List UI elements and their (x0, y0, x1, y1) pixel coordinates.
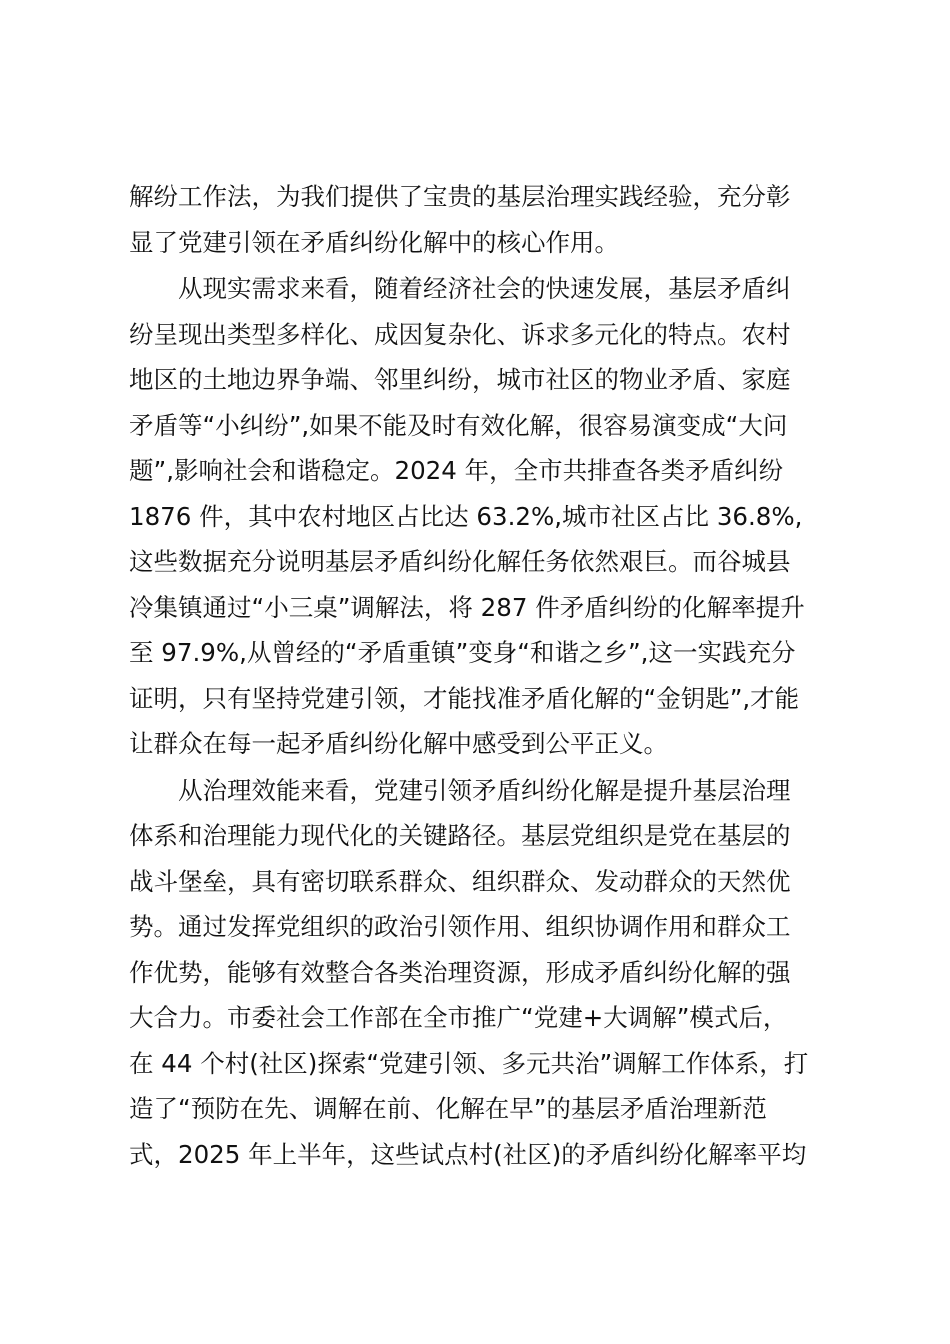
paragraph-start-line: 从治理效能来看，党建引领矛盾纠纷化解是提升基层治理 (178, 775, 791, 805)
paragraph-start-line: 从现实需求来看，随着经济社会的快速发展，基层矛盾纠 (178, 274, 791, 303)
text-line: 这些数据充分说明基层矛盾纠纷化解任务依然艰巨。而谷城县 (129, 547, 791, 576)
text-line: 作优势，能够有效整合各类治理资源，形成矛盾纠纷化解的强 (129, 957, 791, 987)
text-line: 显了党建引领在矛盾纠纷化解中的核心作用。 (129, 227, 619, 257)
text-line: 势。通过发挥党组织的政治引领作用、组织协调作用和群众工 (129, 912, 791, 941)
text-line: 解纷工作法，为我们提供了宝贵的基层治理实践经验，充分彰 (129, 182, 791, 211)
text-line: 至 97.9%,从曾经的“矛盾重镇”变身“和谐之乡”,这一实践充分 (129, 638, 796, 667)
text-line: 体系和治理能力现代化的关键路径。基层党组织是党在基层的 (129, 821, 791, 850)
text-line: 造了“预防在先、调解在前、化解在早”的基层矛盾治理新范 (129, 1094, 767, 1123)
text-line: 让群众在每一起矛盾纠纷化解中感受到公平正义。 (129, 729, 668, 758)
text-line: 1876 件，其中农村地区占比达 63.2%,城市社区占比 36.8%, (129, 501, 803, 531)
text-line: 战斗堡垒，具有密切联系群众、组织群众、发动群众的天然优 (129, 866, 791, 896)
text-line: 式，2025 年上半年，这些试点村(社区)的矛盾纠纷化解率平均 (129, 1139, 807, 1169)
text-line: 大合力。市委社会工作部在全市推广“党建+大调解”模式后， (129, 1003, 788, 1032)
text-line: 矛盾等“小纠纷”,如果不能及时有效化解，很容易演变成“大问 (129, 410, 788, 440)
text-line: 冷集镇通过“小三桌”调解法，将 287 件矛盾纠纷的化解率提升 (129, 592, 805, 622)
text-line: 纷呈现出类型多样化、成因复杂化、诉求多元化的特点。农村 (129, 319, 791, 349)
body-text (129, 174, 829, 1177)
text-line: 地区的土地边界争端、邻里纠纷，城市社区的物业矛盾、家庭 (129, 365, 791, 394)
text-line: 证明，只有坚持党建引领，才能找准矛盾化解的“金钥匙”,才能 (129, 683, 800, 713)
text-line: 题”,影响社会和谐稳定。2024 年，全市共排查各类矛盾纠纷 (129, 456, 784, 485)
text-line: 在 44 个村(社区)探索“党建引领、多元共治”调解工作体系，打 (129, 1048, 809, 1078)
